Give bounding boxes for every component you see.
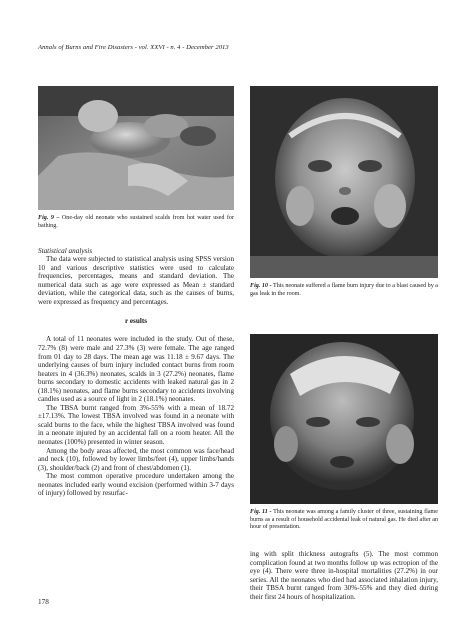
statistical-analysis-text: The data were subjected to statistical analysis using SPSS version 10 and various descriptive statistics were used to calculate frequencies, percentages, means and standard deviation. The numerical data such as age were expressed as Mean ± standard deviation, while the categorical data, such as the causes of burns, were expressed as frequency and percentages. xyxy=(38,255,234,306)
right-column xyxy=(250,86,438,601)
figure-9-label: Fig. 9 – xyxy=(38,215,60,221)
left-column xyxy=(38,86,234,498)
running-head: Annals of Burns and Fire Disasters - vol. XXVI - n. 4 - December 2013 xyxy=(38,44,229,51)
right-column-continuation: ing with split thickness autografts (5). The most common complication found at two months follow up was ectropion of the eye (4). There were three in-hospital mortalities (27.2%) in our series. All the neonates who died had associated inhalation injury, their TBSA burnt ranged from 30%-55% and they died during their first 24 hours of hospitalization. xyxy=(250,549,438,601)
page-number: 178 xyxy=(38,598,49,606)
results-heading: r esults xyxy=(124,317,148,326)
figure-10-photo xyxy=(250,86,438,278)
figure-10-caption-text: This neonate suffered a flame burn injury due to a blast caused by a gas leak in the room. xyxy=(250,283,439,297)
results-paragraph-3: Among the body areas affected, the most common was face/head and neck (10), followed by lower limbs/feet (4), upper limbs/hands (3), shoulder/back (2) and front of chest/abdomen (1). xyxy=(38,446,234,472)
figure-10-label: Fig. 10 - xyxy=(250,283,272,289)
results-paragraph-1: A total of 11 neonates were included in the study. Out of these, 72.7% (8) were male and 27.3% (3) were female. The age ranged from 01 day to 28 days. The mean age was 11.18 ± 9.67 days. The underlying causes of burn injury included contact burns from room heaters in 4 (36.3%) neonates, scalds in 3 (27.2%) neonates, flame burns secondary to domestic accidents with leaked natural gas in 2 (18.1%) neonates, and flame burns secondary to accidents involving candles used as a source of light in 2 (18.1%) neonates. xyxy=(38,335,234,404)
statistical-analysis-heading: Statistical analysis xyxy=(38,247,93,256)
results-paragraph-2: The TBSA burnt ranged from 3%-55% with a mean of 18.72 ±17.13%. The lowest TBSA involved was found in a neonate with scald burns to the face, while the highest TBSA involved was found in a neonate injured by an accidental fall on a room heater. All the neonates (100%) presented in winter season. xyxy=(38,403,234,447)
figure-11-caption-text: This neonate was among a family cluster of three, sustaining flame burns as a result of household accidental leak of natural gas. He died after an hour of presentation. xyxy=(250,509,438,531)
neonate-scald-photo xyxy=(38,86,234,210)
figure-9-photo xyxy=(38,86,234,210)
figure-9-caption-text: One-day old neonate who sustained scalds from hot water used for bathing. xyxy=(38,215,235,229)
neonate-flame-burn-photo xyxy=(250,86,438,278)
figure-11-photo xyxy=(250,334,438,504)
results-paragraph-4: The most common operative procedure undertaken among the neonates included early wound excision (performed within 3-7 days of injury) followed by resurfac- xyxy=(38,472,234,498)
figure-11-label: Fig. 11 - xyxy=(250,509,272,516)
figure-9-caption xyxy=(38,215,234,230)
neonate-gas-leak-burn-photo xyxy=(250,334,438,504)
figure-11-caption xyxy=(250,509,438,532)
figure-10-caption xyxy=(250,283,438,298)
